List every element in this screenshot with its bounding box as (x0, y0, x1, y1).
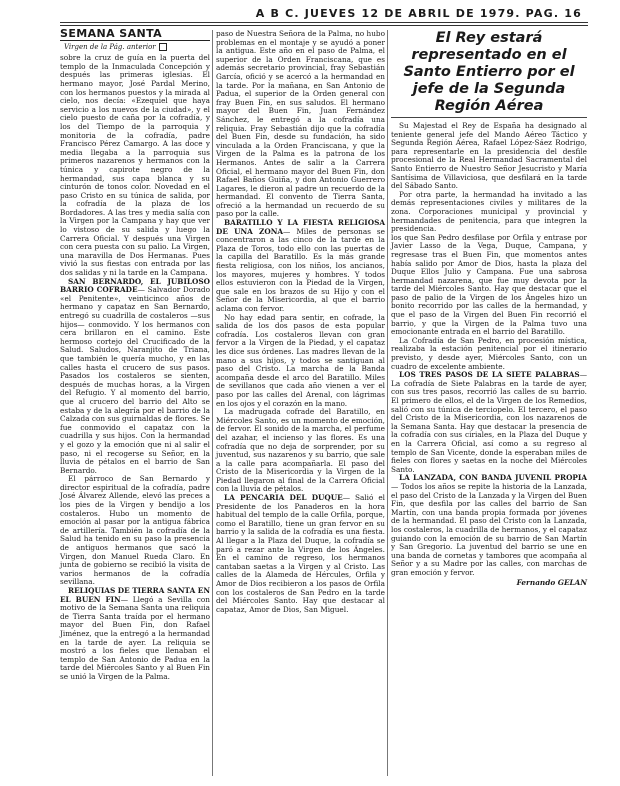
paragraph: los que San Pedro desfilase por Orfila y entrase por Javier Lasso de la Vega, Duque, Campana, y regresase tras el Buen Fin, que momentos antes había salido por Amor de Dios, hasta la plaza del Duque Ellos Julio y Campana. Fue una sabrosa hermandad nazarena, que fue muy devota por la tarde del Miércoles Santo. Hay que destacar que el paso de palio de la Virgen de los Ángeles hizo un bonito recorrido por las calles de la hermandad, y que el paso de la Virgen del Buen Fin recorrió el barrio, y que la Virgen de la Palma tuvo una emocionante entrada en el barrio del Baratillo. (391, 232, 587, 337)
column-middle (216, 30, 385, 614)
paragraph-text: — Salvador Dorado «el Penitente», veinticinco años de hermano y capataz en San Bernardo, entregó su cuadrilla de costaleros —sus hijos— conmovido. Y los hermanos con cera brillaron en el camino. Este hermoso cortejo del Crucificado de la Salud. Saludos, Naranjito de Triana, que también le quería mucho, y en las calles hasta el crucero de sus pasos. Pasados los costaleros se sienten, después de muchas horas, a la Virgen del Refugio. Y al momento del barrio, que al crucero del barrio del Alto se estaba y de la alegría por el barrio de la Calzada con sus guirnaldas de flores. Se fue conmovido el capataz con la cuadrilla y sus hijos. Con la hermandad y el gozo y la emoción que ni al salir el paso, ni el recogerse su Señor, en la lluvia de pétalos en el barrio de San Bernardo. (60, 285, 210, 475)
paragraph: Su Majestad el Rey de España ha designado al teniente general jefe del Mando Aéreo Táctico y Segunda Región Aérea, Rafael López-Sáez Rodrigo, para representarle en la presidencia del desfile procesional de la Real Hermandad Sacramental del Santo Entierro de Nuestro Señor Jesucristo y María Santísima de Villaviciosa, que desfilará en la tarde del Sábado Santo. (391, 121, 587, 191)
paragraph-with-subhead (216, 494, 385, 614)
subheading: SAN BERNARDO, EL JUBILOSO BARRIO COFRADE (60, 276, 210, 295)
masthead-text: A B C. JUEVES 12 DE ABRIL DE 1979. PAG. 16 (255, 7, 582, 20)
paragraph: sobre la cruz de guía en la puerta del templo de la Inmaculada Concepción y después las primeras iglesias. El hermano mayor, José Pardal Merino, con los hermanos puestos y la mirada al cielo, nos decía: «Ezequiel que haya servicio a los nuevos de la ciudad», y el cielo puesto de caña por la cofradía, y los del Tiempo de la parroquia y monitoria de la cofradía, padre Francisco Pérez Camargo. A las doce y media llegaba a la parroquia sus primeros nazarenos y hermanos con la túnica y capirote negro de la hermandad, sus capa blanca y su cinturón de tonos color. Novedad en el paso Cristo en su túnica de salida, por la cofradía de la plaza de los Bordadores. A las tres y media salía con la Virgen por la Campana y hay que ver lo vistoso de su salida y luego la Carrera Oficial. Y después una Virgen con cera puesta con su palio. La Virgen, una maravilla de Dos Hermanas. Pues vivió la sus fiestas con entrada por las dos salidas y ni la tarde en la Campana. (60, 53, 210, 278)
paragraph: La Cofradía de San Pedro, en procesión mística, realizaba la estación penitencial por el itinerario previsto, y desde ayer, Miércoles Santo, con un cuadro de excelente ambiente. (391, 335, 587, 371)
subheading: LA PENCARIA DEL DUQUE (224, 493, 343, 503)
paragraph-text: — Miles de personas se concentraron a las cinco de la tarde en la Plaza de Toros, todo ello con las puertas de la capilla del Baratillo. Es la más grande fiesta religiosa, con los niños, los ancianos, los mayores, mujeres y hombres. Y todos ellos estuvieron con la Piedad de la Virgen, que sale en los brazos de su Hijo y con el Señor de la Misericordia, al que el barrio aclama con fervor. (216, 226, 385, 313)
paragraph: paso de Nuestra Señora de la Palma, no hubo problemas en el montaje y se ayudó a poner la antigua. Este año en el paso de Palma, el superior de la Orden Franciscana, que es además secretario provincial, fray Sebastián García, ofició y se acercó a la hermandad en la tarde. Por la mañana, en San Antonio de Padua, el superior de la Orden general con fray Buen Fin, en sus saludos. El hermano mayor del Buen Fin, Juan Fernández Sánchez, le entregó a la cofradía una reliquia. Fray Sebastián dijo que la cofradía del Buen Fin, desde su fundación, ha sido vinculada a la Orden Franciscana, y que la Virgen de la Palma es la patrona de los Hermanos. Antes de salir a la Carrera Oficial, el hermano mayor del Buen Fin, don Rafael Baños Guiña, y don Antonio Guerrero Lagares, le dieron al padre un recuerdo de la hermandad. El convento de Tierra Santa, ofreció a la hermandad un recuerdo de su paso por la calle. (216, 29, 385, 219)
paragraph-text: — Llegó a Sevilla con motivo de la Semana Santa una reliquia de Tierra Santa traída por el hermano mayor del Buen Fin, don Rafael Jiménez, que la entregó a la hermandad en la tarde de ayer. La reliquia se mostró a los fieles que llenaban el templo de San Antonio de Padua en la tarde del Miércoles Santo y al Buen Fin se unió la Virgen de la Palma. (60, 594, 210, 681)
checkbox-square-icon (159, 43, 167, 51)
section-title: SEMANA SANTA (60, 30, 210, 41)
paragraph-text: — La cofradía de Siete Palabras en la tarde de ayer, con sus tres pasos, recorrió las calles de su barrio. El primero de ellos, el de la Virgen de los Remedios, salió con su túnica de terciopelo. El tercero, el paso del Cristo de la Misericordia, con los nazarenos de la Semana Santa. Hay que destacar la presencia de la cofradía con sus ciriales, en la Plaza del Duque y en la Carrera Oficial, así como a su regreso al templo de San Vicente, donde la esperaban miles de fieles con flores y saetas en la noche del Miércoles Santo. (391, 370, 587, 474)
subheading: RELIQUIAS DE TIERRA SANTA EN EL BUEN FIN (60, 586, 211, 604)
subheading: LA LANZADA, CON BANDA JUVENIL PROPIA (399, 473, 587, 483)
masthead (0, 4, 620, 24)
paragraph: La madrugada cofrade del Baratillo, en Miércoles Santo, es un momento de emoción, de fervor. El sonido de la marcha, el perfume del azahar, el incienso y las flores. Es una cofradía que no deja de sorprender, por su juventud, sus nazarenos y su barrio, que sale a la calle para acompañarla. El paso del Cristo de la Misericordia y la Virgen de la Piedad llegaron al final de la Carrera Oficial con la lluvia de pétalos. (216, 407, 385, 494)
paragraph-with-subhead (60, 278, 210, 476)
paragraph-text: — Todos los años se repite la historia de la Lanzada, el paso del Cristo de la Lanzada y la Virgen del Buen Fin, que desfila por las calles del barrio de San Martín, con una banda propia formada por jóvenes de la hermandad. El paso del Cristo con la Lanzada, los costaleros, la cuadrilla de hermanos, y el capataz guiando con la emoción de su barrio de San Martín y San Gregorio. La juventud del barrio se une en una banda de cornetas y tambores que acompaña al Señor y a su Madre por las calles, con marchas de gran emoción y fervor. (391, 481, 587, 577)
paragraph-with-subhead (60, 587, 210, 682)
top-rule-double (60, 25, 588, 26)
column-right (391, 30, 587, 588)
paragraph-with-subhead (391, 371, 587, 474)
column-divider-1 (212, 30, 213, 776)
paragraph-text: — Salió el Presidente de los Panaderos en la hora habitual del templo de la calle Orfila, porque, como el Baratillo, tiene un gran fervor en su barrio y la salida de la cofradía es una fiesta. Al llegar a la Plaza del Duque, la cofradía se paró a rezar ante la Virgen de los Ángeles. En el camino de regreso, los hermanos cantaban saetas a la Virgen y al Cristo. Las calles de la Alameda de Hércules, Orfila y Amor de Dios recibieron a los pasos de Orfila con los costaleros de San Pedro en la tarde del Miércoles Santo. Hay que destacar al capataz, Amor de Dios, San Miguel. (216, 493, 386, 614)
column-divider-2 (387, 30, 388, 776)
paragraph-with-subhead (216, 219, 385, 314)
column-left (60, 27, 211, 682)
byline-text: Virgen de la Pág. anterior (64, 42, 156, 51)
paragraph: No hay edad para sentir, en cofrade, la salida de los dos pasos de esta popular cofradía. Los costaleros llevan con gran fervor a la Virgen de la Piedad, y el capataz les dice sus órdenes. Las madres llevan de la mano a sus hijos, y todos se santiguan al paso del Cristo. La marcha de la Banda acompaña desde el arco del Baratillo. Miles de sevillanos que cada año vienen a ver el paso por las calles del Arenal, con lágrimas en los ojos y el corazón en la mano. (216, 312, 385, 408)
paragraph-with-subhead (391, 474, 587, 577)
subheading: LOS TRES PASOS DE LA SIETE PALABRAS (399, 370, 580, 380)
byline (64, 43, 210, 52)
headline: El Rey estará representado en el Santo Entierro por el jefe de la Segunda Región Aérea (391, 30, 587, 118)
signature: Fernando GELAN (516, 578, 587, 588)
paragraph: Por otra parte, la hermandad ha invitado a las demás representaciones civiles y militares de la zona. Corporaciones municipal y provincial y hermandades de penitencia, para que integren la presidencia. (391, 189, 587, 234)
top-rule (60, 22, 588, 23)
paragraph: El párroco de San Bernardo y director espiritual de la cofradía, padre José Álvarez Allende, elevó las preces a los pies de la Virgen y bendijo a los costaleros. Hubo un momento de emoción al pasar por la antigua fábrica de artillería. También la cofradía de la Salud ha tenido en su paso la presencia de antiguos hermanos que sacó la Virgen, don Manuel Rueda Claro. En junta de gobierno se recibió la visita de varios hermanos de la cofradía sevillana. (60, 474, 210, 587)
subheading: BARATILLO Y LA FIESTA RELIGIOSA DE UNA ZONA (216, 218, 385, 236)
